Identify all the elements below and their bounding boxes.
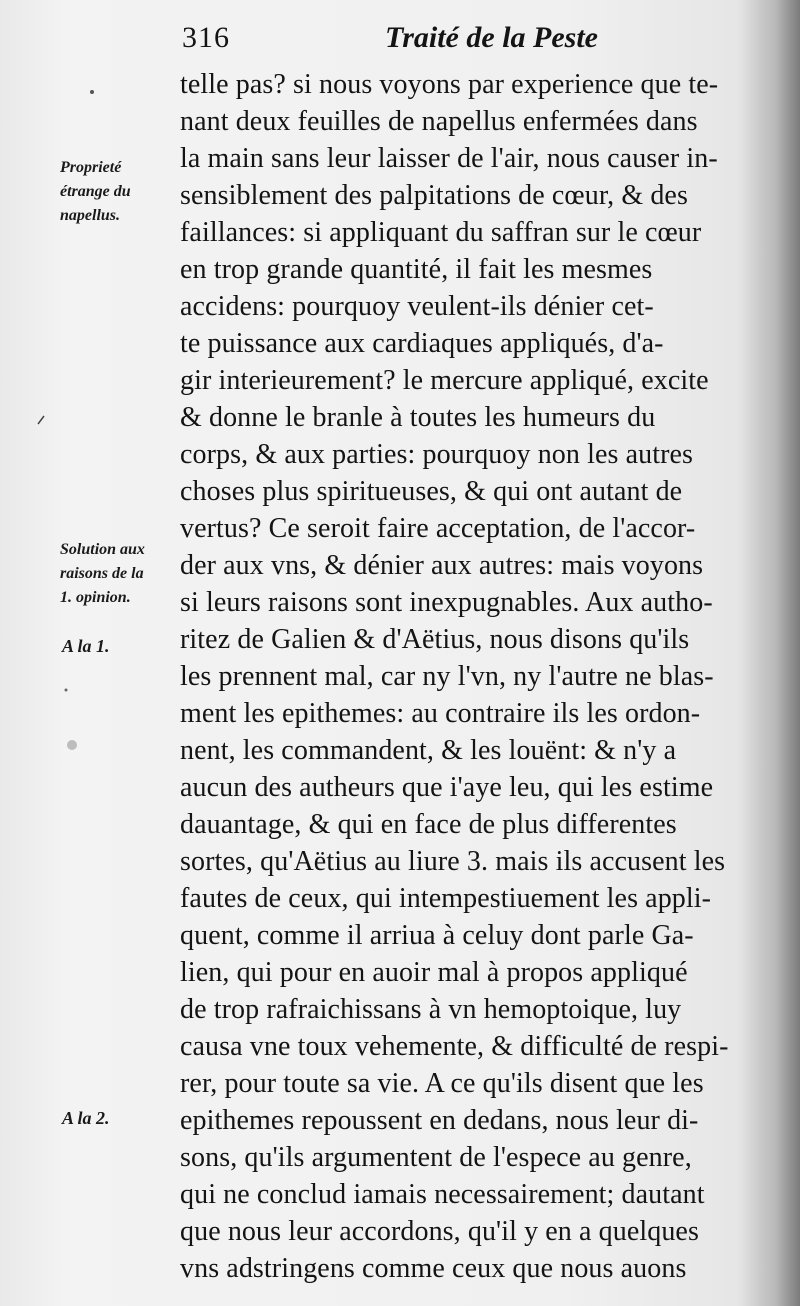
margin-note-line: étrange du <box>60 183 131 200</box>
text-line: choses plus spiritueuses, & qui ont autant de <box>180 476 683 507</box>
text-line: gir interieurement? le mercure appliqué, excite <box>180 365 709 396</box>
text-line: que nous leur accordons, qu'il y en a quelques <box>180 1216 699 1247</box>
text-line: der aux vns, & dénier aux autres: mais voyons <box>180 550 704 581</box>
text-line: lien, qui pour en auoir mal à propos appliqué <box>180 957 688 988</box>
text-line: sortes, qu'Aëtius au liure 3. mais ils accusent les <box>180 846 726 877</box>
text-line: sons, qu'ils argumentent de l'espece au genre, <box>180 1142 692 1173</box>
text-line: de trop rafraichissans à vn hemoptoique, luy <box>180 994 682 1025</box>
text-line: & donne le branle à toutes les humeurs du <box>180 402 656 433</box>
text-line: si leurs raisons sont inexpugnables. Aux autho- <box>180 587 713 618</box>
text-line: ment les epithemes: au contraire ils les ordon- <box>180 698 701 729</box>
text-line: quent, comme il arriua à celuy dont parle Ga- <box>180 920 694 951</box>
text-line: sensiblement des palpitations de cœur, & des <box>180 180 688 211</box>
text-line: nent, les commandent, & les louënt: & n'y a <box>180 735 677 766</box>
text-line: corps, & aux parties: pourquoy non les autres <box>180 439 694 470</box>
speck <box>90 90 94 94</box>
text-line: en trop grande quantité, il fait les mesmes <box>180 254 653 285</box>
running-header <box>180 18 620 58</box>
text-line: telle pas? si nous voyons par experience que te- <box>180 69 719 100</box>
margin-note <box>60 156 131 228</box>
text-line: les prennent mal, car ny l'vn, ny l'autre ne blas- <box>180 661 714 692</box>
speck <box>67 740 77 750</box>
text-line: ritez de Galien & d'Aëtius, nous disons qu'ils <box>180 624 690 655</box>
margin-note-line: 1. opinion. <box>60 589 131 606</box>
page-number: 316 <box>182 21 230 54</box>
text-line: dauantage, & qui en face de plus differentes <box>180 809 677 840</box>
text-line: nant deux feuilles de napellus enfermées dans <box>180 106 698 137</box>
running-title: Traité de la Peste <box>385 21 598 54</box>
text-line: faillances: si appliquant du saffran sur le cœur <box>180 217 702 248</box>
margin-note <box>62 634 110 658</box>
text-line: accidens: pourquoy veulent-ils dénier cet- <box>180 291 654 322</box>
text-line: rer, pour toute sa vie. A ce qu'ils disent que les <box>180 1068 704 1099</box>
margin-note <box>60 538 145 610</box>
text-line: qui ne conclud iamais necessairement; dautant <box>180 1179 705 1210</box>
margin-note-line: raisons de la <box>60 565 144 582</box>
text-line: la main sans leur laisser de l'air, nous causer in- <box>180 143 718 174</box>
margin-note <box>62 1106 110 1130</box>
text-line: vns adstringens comme ceux que nous auons <box>180 1253 687 1284</box>
text-line: causa vne toux vehemente, & difficulté de respi- <box>180 1031 729 1062</box>
text-line: fautes de ceux, qui intempestiuement les appli- <box>180 883 712 914</box>
text-line: aucun des autheurs que i'aye leu, qui les estime <box>180 772 714 803</box>
text-line: vertus? Ce seroit faire acceptation, de l'accor- <box>180 513 696 544</box>
body-text <box>180 66 762 1287</box>
margin-note-line: Solution aux <box>60 541 145 558</box>
speck <box>65 689 68 692</box>
margin-note-line: A la 2. <box>62 1108 110 1128</box>
margin-note-line: Proprieté <box>60 159 122 176</box>
margin-note-line: napellus. <box>60 207 121 224</box>
speck <box>38 416 44 424</box>
text-line: te puissance aux cardiaques appliqués, d'a- <box>180 328 664 359</box>
margin-note-line: A la 1. <box>62 636 110 656</box>
text-line: epithemes repoussent en dedans, nous leur di- <box>180 1105 699 1136</box>
